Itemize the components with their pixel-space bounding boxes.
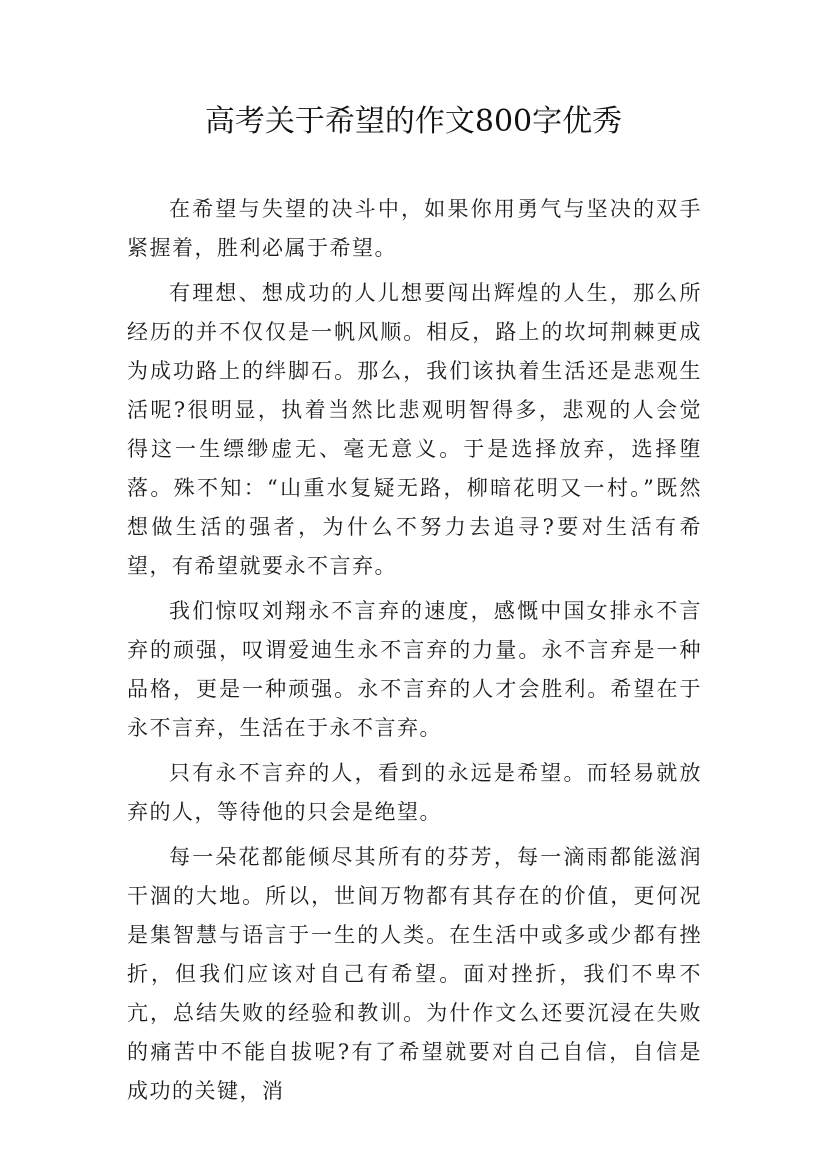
paragraph-5: 每一朵花都能倾尽其所有的芬芳，每一滴雨都能滋润干涸的大地。所以，世间万物都有其存在的价值，更何况是集智慧与语言于一生的人类。在生活中或多或少都有挫折，但我们应该对自己有希望。面对挫折，我们不卑不亢，总结失败的经验和教训。为什作文么还要沉浸在失败的痛苦中不能自拔呢?有了希望就要对自己自信，自信是成功的关键，消 [127,845,702,1103]
paragraph-2: 有理想、想成功的人儿想要闯出辉煌的人生，那么所经历的并不仅仅是一帆风顺。相反，路上的坎坷荆棘更成为成功路上的绊脚石。那么，我们该执着生活还是悲观生活呢?很明显，执着当然比悲观明智得多，悲观的人会觉得这一生缥缈虚无、毫无意义。于是选择放弃，选择堕落。殊不知：“山重水复疑无路，柳暗花明又一村。”既然想做生活的强者，为什么不努力去追寻?要对生活有希望，有希望就要永不言弃。 [127,281,702,578]
paragraph-4: 只有永不言弃的人，看到的永远是希望。而轻易就放弃的人，等待他的只会是绝望。 [127,761,702,824]
document-title: 高考关于希望的作文800字优秀 [204,104,623,139]
document-body [127,190,702,1117]
paragraph-3: 我们惊叹刘翔永不言弃的速度，感慨中国女排永不言弃的顽强，叹谓爱迪生永不言弃的力量。永不言弃是一种品格，更是一种顽强。永不言弃的人才会胜利。希望在于永不言弃，生活在于永不言弃。 [127,599,702,740]
paragraph-1: 在希望与失望的决斗中，如果你用勇气与坚决的双手紧握着，胜利必属于希望。 [127,197,702,260]
